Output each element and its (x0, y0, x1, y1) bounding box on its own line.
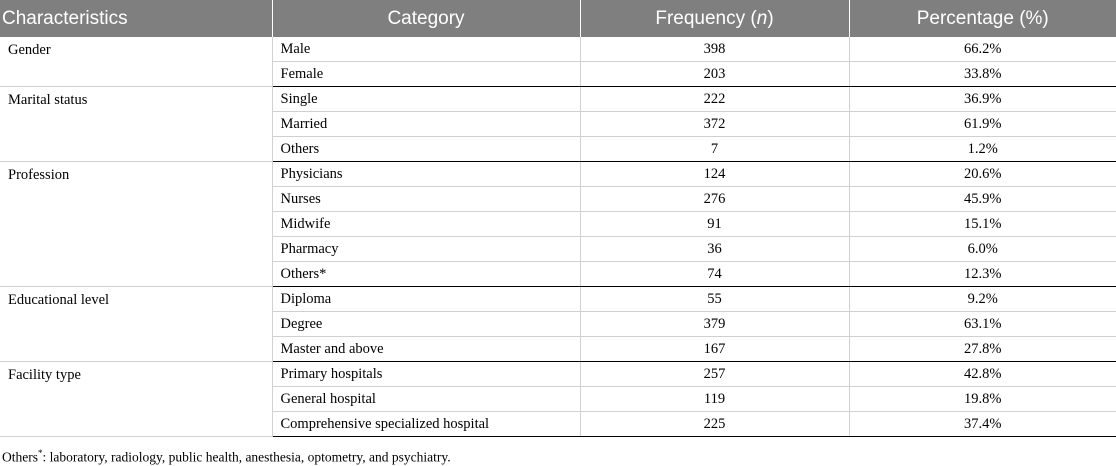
percentage-cell: 33.8% (849, 62, 1116, 87)
category-cell: Male (272, 37, 580, 62)
category-cell: Female (272, 62, 580, 87)
characteristic-educational-level: Educational level (0, 287, 272, 362)
frequency-cell: 379 (580, 312, 849, 337)
category-cell: Others* (272, 262, 580, 287)
footnote-label: Others (2, 449, 38, 465)
category-cell: General hospital (272, 387, 580, 412)
table-row (0, 162, 1116, 187)
category-cell: Married (272, 112, 580, 137)
frequency-cell: 257 (580, 362, 849, 387)
frequency-cell: 91 (580, 212, 849, 237)
percentage-cell: 36.9% (849, 87, 1116, 112)
percentage-cell: 66.2% (849, 37, 1116, 62)
characteristic-marital-status: Marital status (0, 87, 272, 162)
header-category: Category (272, 0, 580, 37)
percentage-cell: 63.1% (849, 312, 1116, 337)
category-cell: Primary hospitals (272, 362, 580, 387)
table-header-row (0, 0, 1116, 37)
characteristic-facility-type: Facility type (0, 362, 272, 437)
frequency-cell: 203 (580, 62, 849, 87)
table-row (0, 37, 1116, 62)
header-frequency-label: Frequency ( (655, 7, 757, 29)
header-frequency (580, 0, 849, 37)
category-cell: Comprehensive specialized hospital (272, 412, 580, 437)
characteristic-gender: Gender (0, 37, 272, 87)
table-row (0, 362, 1116, 387)
percentage-cell: 37.4% (849, 412, 1116, 437)
category-cell: Physicians (272, 162, 580, 187)
frequency-cell: 276 (580, 187, 849, 212)
frequency-cell: 222 (580, 87, 849, 112)
footnote-mark: * (38, 448, 43, 458)
frequency-cell: 74 (580, 262, 849, 287)
frequency-cell: 119 (580, 387, 849, 412)
category-cell: Others (272, 137, 580, 162)
frequency-cell: 36 (580, 237, 849, 262)
percentage-cell: 1.2% (849, 137, 1116, 162)
category-cell: Master and above (272, 337, 580, 362)
table-footnote (2, 448, 451, 466)
percentage-cell: 6.0% (849, 237, 1116, 262)
percentage-cell: 19.8% (849, 387, 1116, 412)
category-cell: Nurses (272, 187, 580, 212)
table-row (0, 287, 1116, 312)
percentage-cell: 45.9% (849, 187, 1116, 212)
category-cell: Single (272, 87, 580, 112)
frequency-cell: 124 (580, 162, 849, 187)
table-body (0, 37, 1116, 437)
header-characteristics: Characteristics (0, 0, 272, 37)
footnote-text: : laboratory, radiology, public health, anesthesia, optometry, and psychiatry. (42, 449, 451, 465)
percentage-cell: 12.3% (849, 262, 1116, 287)
category-cell: Degree (272, 312, 580, 337)
frequency-cell: 167 (580, 337, 849, 362)
percentage-cell: 42.8% (849, 362, 1116, 387)
category-cell: Diploma (272, 287, 580, 312)
frequency-cell: 55 (580, 287, 849, 312)
percentage-cell: 27.8% (849, 337, 1116, 362)
percentage-cell: 61.9% (849, 112, 1116, 137)
frequency-cell: 372 (580, 112, 849, 137)
frequency-cell: 7 (580, 137, 849, 162)
percentage-cell: 9.2% (849, 287, 1116, 312)
header-frequency-close: ) (767, 7, 774, 29)
frequency-cell: 225 (580, 412, 849, 437)
characteristic-profession: Profession (0, 162, 272, 287)
percentage-cell: 15.1% (849, 212, 1116, 237)
category-cell: Midwife (272, 212, 580, 237)
frequency-cell: 398 (580, 37, 849, 62)
header-percentage: Percentage (%) (849, 0, 1116, 37)
category-cell: Pharmacy (272, 237, 580, 262)
percentage-cell: 20.6% (849, 162, 1116, 187)
header-frequency-n: n (756, 7, 768, 29)
table-row (0, 87, 1116, 112)
